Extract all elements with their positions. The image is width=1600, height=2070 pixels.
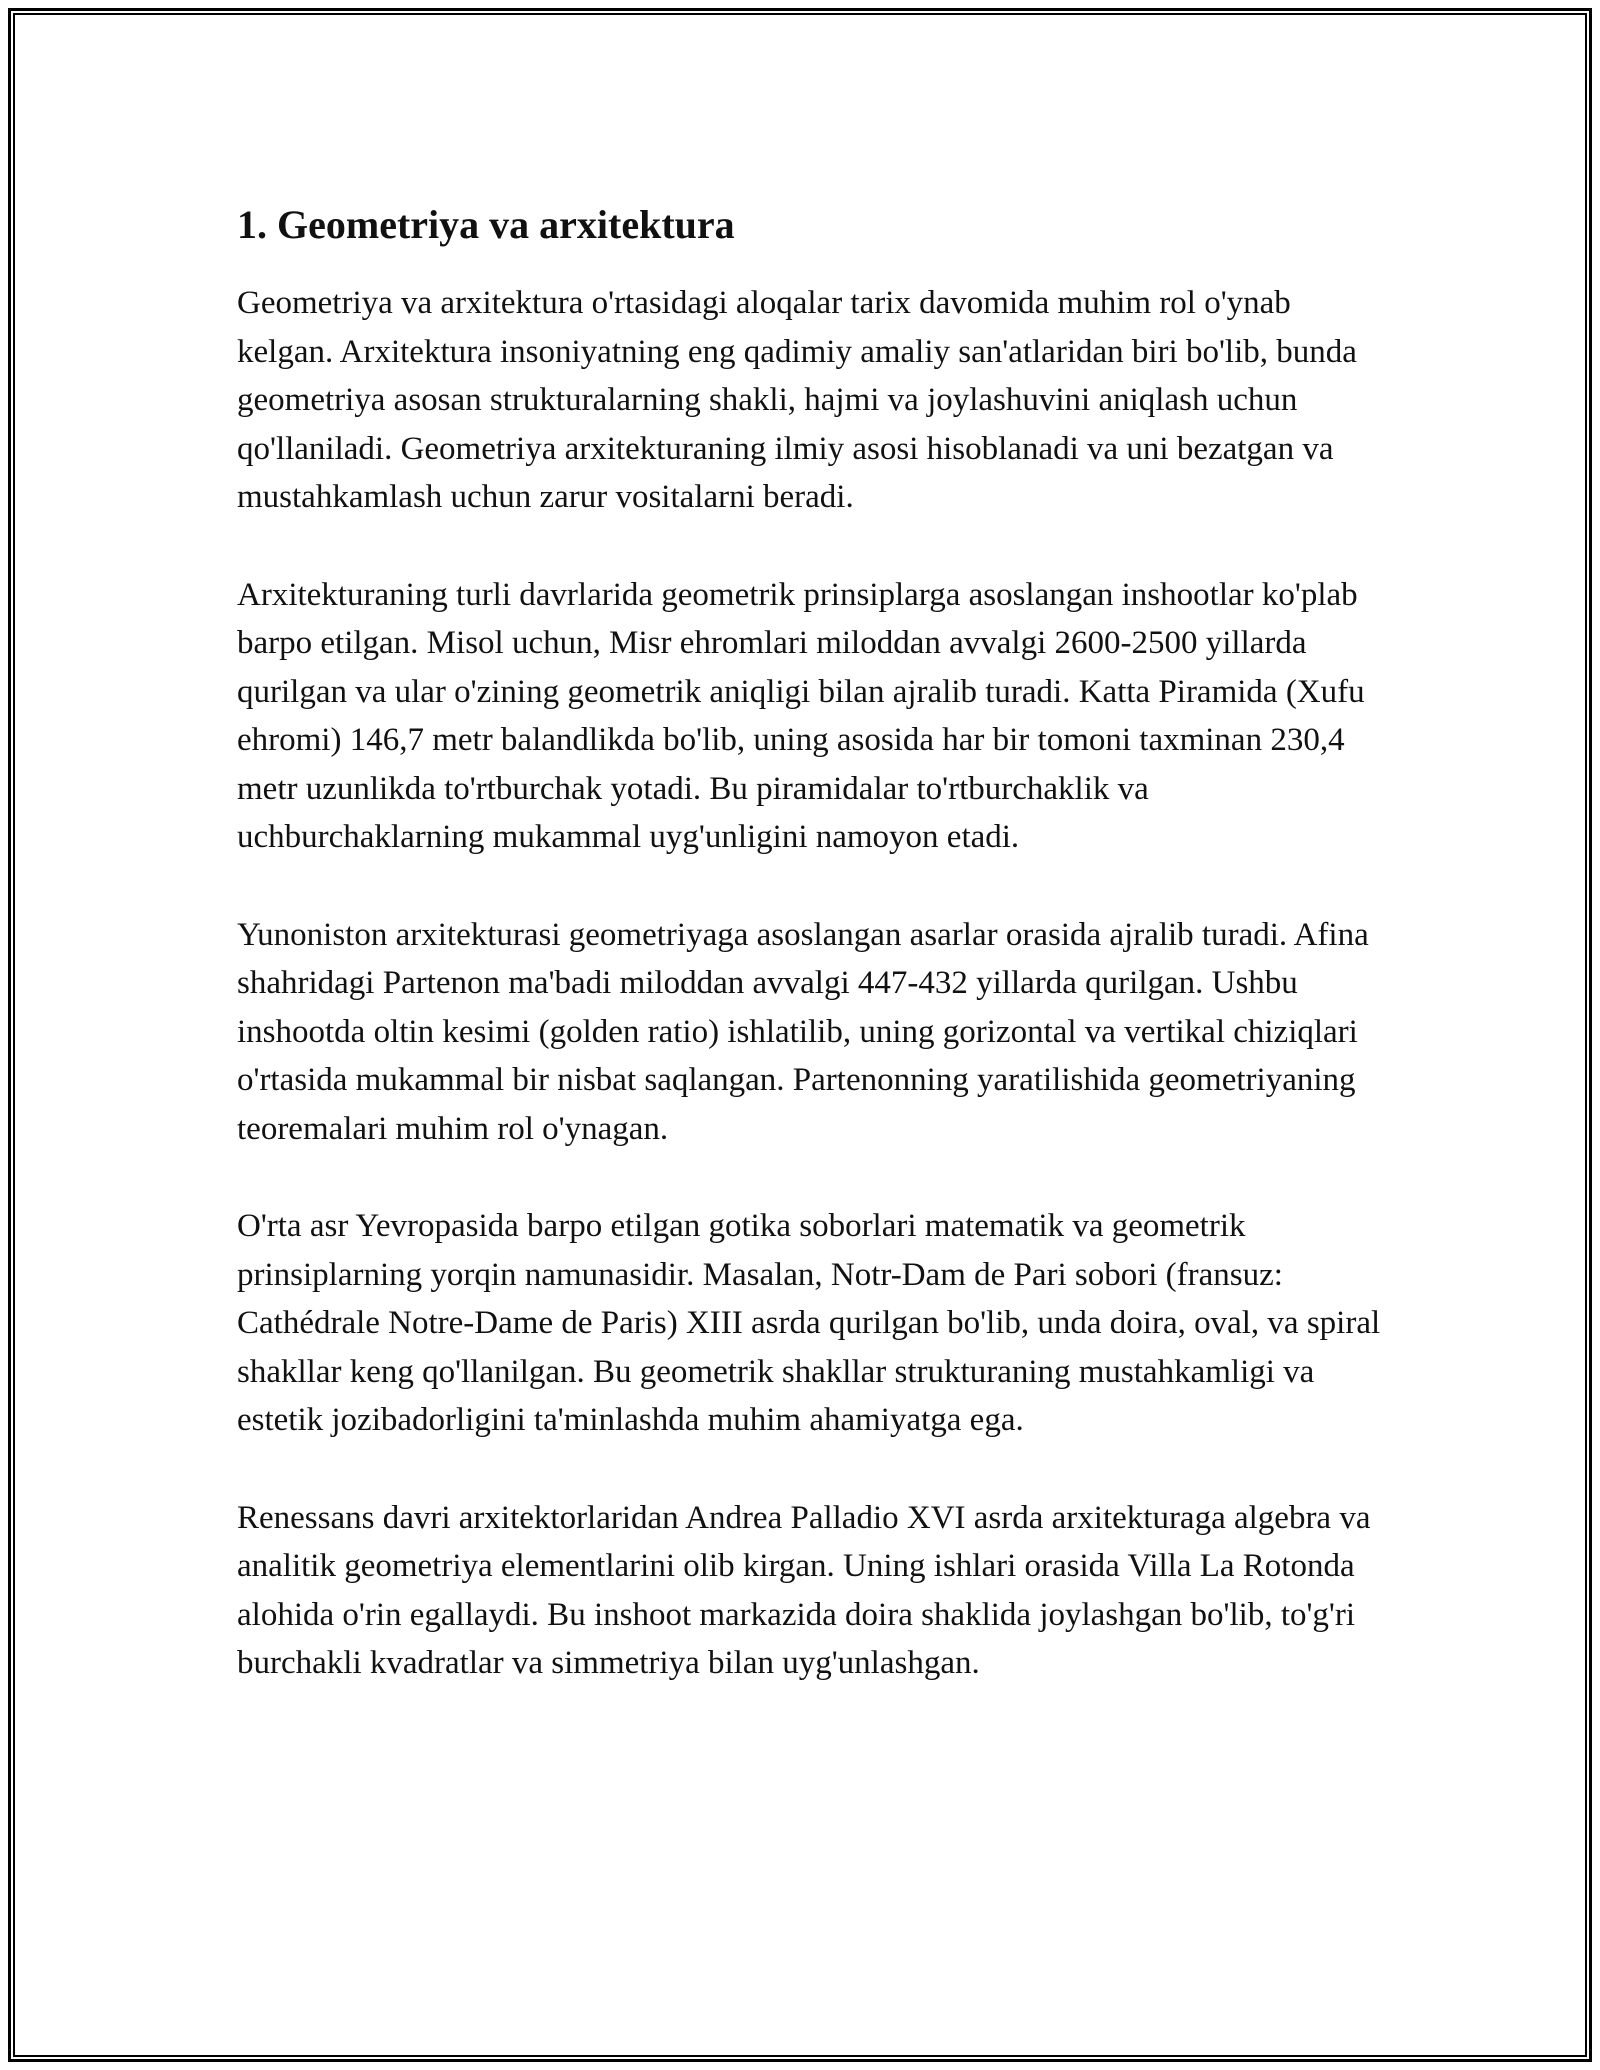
page-border-inner	[13, 13, 1587, 2057]
page-border	[8, 8, 1592, 2062]
paragraph-gothic-cathedrals: O'rta asr Yevropasida barpo etilgan gotika soborlari matematik va geometrik prinsiplarning yorqin namunasidir. Masalan, Notr-Dam de Pari sobori (fransuz: Cathédrale Notre-Dame de Paris) XIII asrda qurilgan bo'lib, unda doira, oval, va spiral shakllar keng qo'llanilgan. Bu geometrik shakllar strukturaning mustahkamligi va estetik jozibadorligini ta'minlashda muhim ahamiyatga ega.	[237, 1208, 1381, 1438]
paragraph-palladio: Renessans davri arxitektorlaridan Andrea Palladio XVI asrda arxitekturaga algebra va analitik geometriya elementlarini olib kirgan. Uning ishlari orasida Villa La Rotonda alohida o'rin egallaydi. Bu inshoot markazida doira shaklida joylashgan bo'lib, to'g'ri burchakli kvadratlar va simmetriya bilan uyg'unlashgan.	[237, 1499, 1371, 1681]
paragraph-introduction: Geometriya va arxitektura o'rtasidagi aloqalar tarix davomida muhim rol o'ynab kelgan. Arxitektura insoniyatning eng qadimiy amaliy san'atlaridan biri bo'lib, bunda geometriya asosan strukturalarning shakli, hajmi va joylashuvini aniqlash uchun qo'llaniladi. Geometriya arxitekturaning ilmiy asosi hisoblanadi va uni bezatgan va mustahkamlash uchun zarur vositalarni beradi.	[237, 285, 1357, 515]
document-body	[237, 201, 1387, 1737]
paragraph-egyptian-pyramids: Arxitekturaning turli davrlarida geometrik prinsiplarga asoslangan inshootlar ko'plab barpo etilgan. Misol uchun, Misr ehromlari miloddan avvalgi 2600-2500 yillarda qurilgan va ular o'zining geometrik aniqligi bilan ajralib turadi. Katta Piramida (Xufu ehromi) 146,7 metr balandlikda bo'lib, uning asosida har bir tomoni taxminan 230,4 metr uzunlikda to'rtburchak yotadi. Bu piramidalar to'rtburchaklik va uchburchaklarning mukammal uyg'unligini namoyon etadi.	[237, 576, 1365, 855]
paragraph-parthenon: Yunoniston arxitekturasi geometriyaga asoslangan asarlar orasida ajralib turadi. Afina shahridagi Partenon ma'badi miloddan avvalgi 447-432 yillarda qurilgan. Ushbu inshootda oltin kesimi (golden ratio) ishlatilib, uning gorizontal va vertikal chiziqlari o'rtasida mukammal bir nisbat saqlangan. Partenonning yaratilishida geometriyaning teoremalari muhim rol o'ynagan.	[237, 916, 1369, 1147]
section-heading: 1. Geometriya va arxitektura	[237, 202, 735, 247]
